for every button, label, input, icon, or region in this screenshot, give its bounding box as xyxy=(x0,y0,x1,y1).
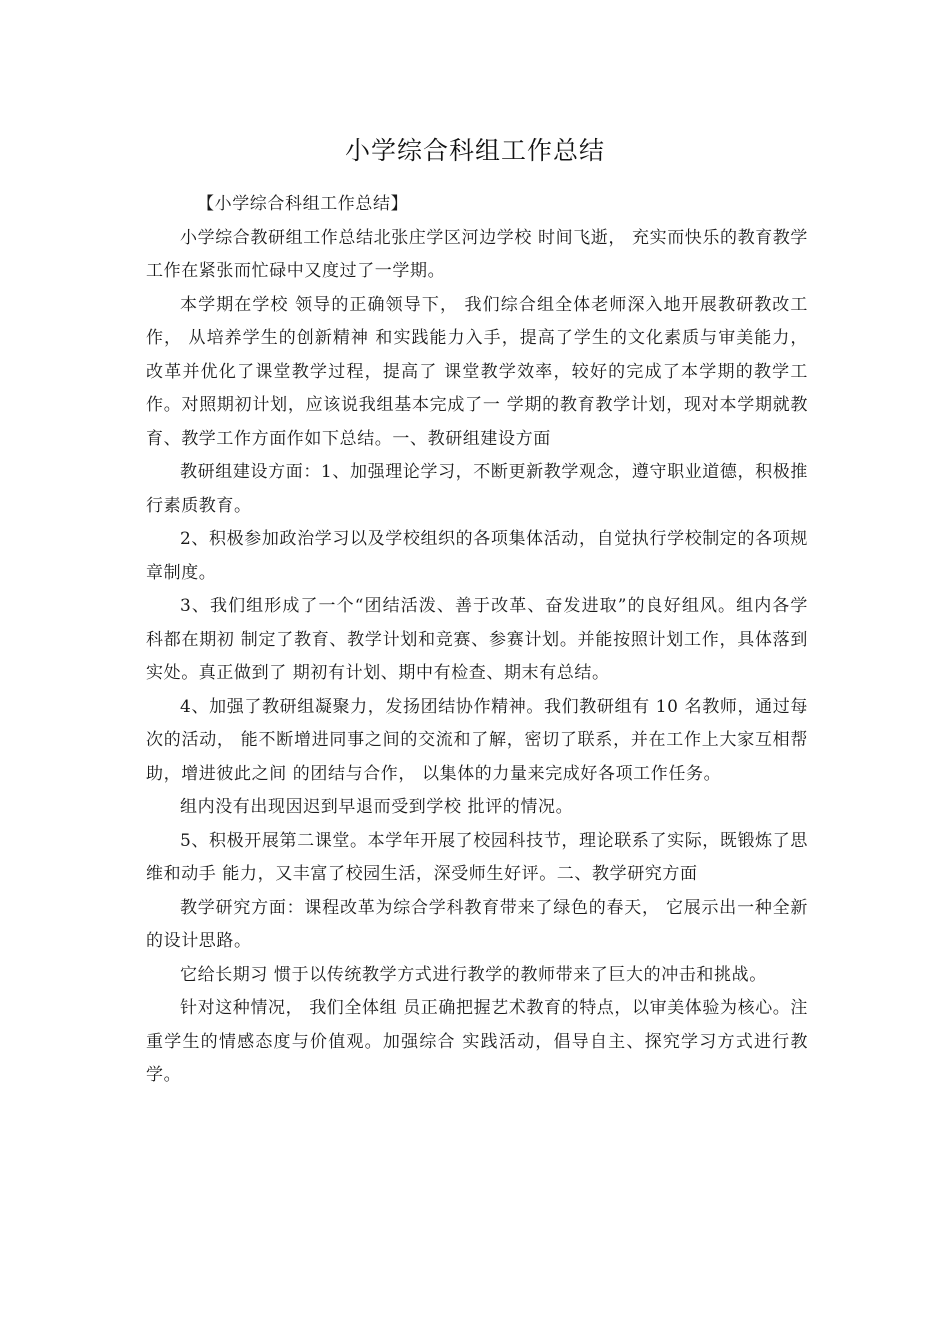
paragraph: 本学期在学校 领导的正确领导下， 我们综合组全体老师深入地开展教研教改工作， 从培养学生的创新精神 和实践能力入手，提高了学生的文化素质与审美能力，改革并优化了课堂教学过程，提高了 课堂教学效率，较好的完成了本学期的教学工作。对照期初计划，应该说我组基本完成了一 学期的教育教学计划，现对本学期就教育、教学工作方面作如下总结。一、教研组建设方面 xyxy=(146,294,808,449)
paragraph-heading: 【小学综合科组工作总结】 xyxy=(197,194,409,214)
paragraph: 教研组建设方面：1、加强理论学习，不断更新教学观念，遵守职业道德，积极推行素质教育。 xyxy=(146,462,808,516)
paragraph: 针对这种情况， 我们全体组 员正确把握艺术教育的特点，以审美体验为核心。注重学生的情感态度与价值观。加强综合 实践活动，倡导自主、探究学习方式进行教学。 xyxy=(146,998,809,1085)
paragraph: 组内没有出现因迟到早退而受到学校 批评的情况。 xyxy=(180,797,574,817)
document-body xyxy=(146,188,808,1093)
paragraph: 5、积极开展第二课堂。本学年开展了校园科技节，理论联系了实际，既锻炼了思维和动手 能力，又丰富了校园生活，深受师生好评。二、教学研究方面 xyxy=(146,830,808,884)
paragraph: 3、我们组形成了一个“团结活泼、善于改革、奋发进取”的良好组风。组内各学科都在期初 制定了教育、教学计划和竞赛、参赛计划。并能按照计划工作，具体落到实处。真正做到了 期初有计划、期中有检查、期末有总结。 xyxy=(146,596,808,683)
paragraph: 4、加强了教研组凝聚力，发扬团结协作精神。我们教研组有 10 名教师，通过每次的活动， 能不断增进同事之间的交流和了解，密切了联系，并在工作上大家互相帮助，增进彼此之间 的团结与合作， 以集体的力量来完成好各项工作任务。 xyxy=(146,696,808,784)
document-title: 小学综合科组工作总结 xyxy=(344,136,605,165)
paragraph: 教学研究方面：课程改革为综合学科教育带来了绿色的春天， 它展示出一种全新的设计思路。 xyxy=(146,897,808,951)
paragraph: 小学综合教研组工作总结北张庄学区河边学校 时间飞逝， 充实而快乐的教育教学工作在紧张而忙碌中又度过了一学期。 xyxy=(146,227,809,281)
paragraph: 它给长期习 惯于以传统教学方式进行教学的教师带来了巨大的冲击和挑战。 xyxy=(180,964,767,985)
paragraph: 2、积极参加政治学习以及学校组织的各项集体活动，自觉执行学校制定的各项规章制度。 xyxy=(146,529,808,583)
